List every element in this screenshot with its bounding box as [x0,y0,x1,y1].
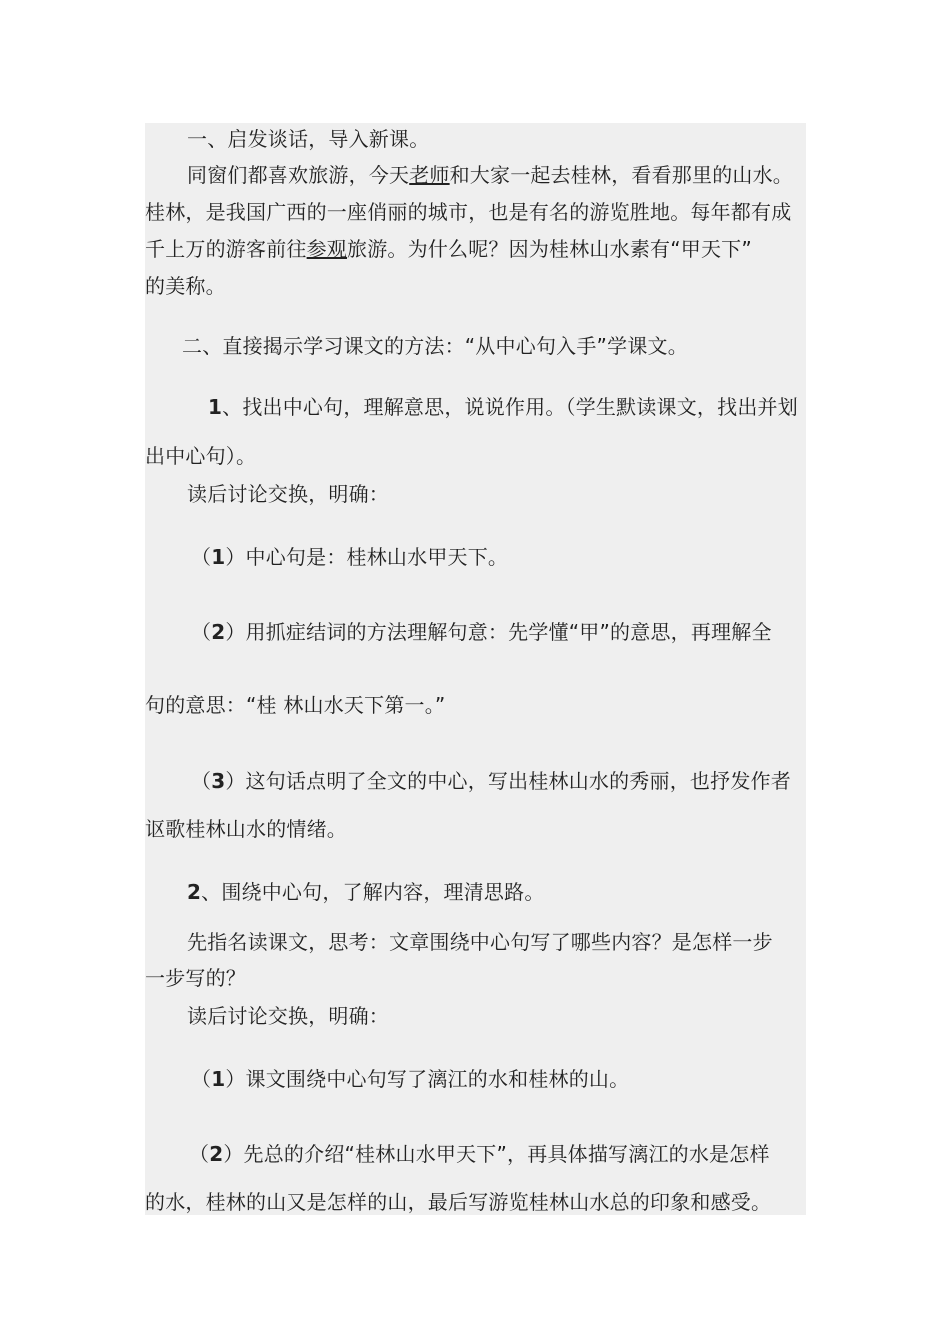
paragraph-line: 讴歌桂林山水的情绪。 [145,817,347,841]
paragraph-line: 千上万的游客前往参观旅游。为什么呢？因为桂林山水素有“甲天下” [145,237,752,261]
link-visit[interactable]: 参观 [306,237,348,261]
paragraph-line: 出中心句）。 [145,444,257,468]
discussion-line: 读后讨论交换，明确： [187,482,389,506]
list-item: （2）先总的介绍“桂林山水甲天下”，再具体描写漓江的水是怎样 [189,1142,770,1166]
list-item: （3）这句话点明了全文的中心，写出桂林山水的秀丽，也抒发作者 [191,769,791,793]
paragraph-line: 一步写的？ [145,966,246,990]
paragraph-line: 的水，桂林的山又是怎样的山，最后写游览桂林山水总的印象和感受。 [145,1190,772,1214]
section-heading-2: 二、直接揭示学习课文的方法：“从中心句入手”学课文。 [182,334,688,358]
section-heading-1: 一、启发谈话，导入新课。 [187,127,430,151]
paragraph-line: 桂林，是我国广西的一座俏丽的城市，也是有名的游览胜地。每年都有成 [145,200,792,224]
list-item: （1）课文围绕中心句写了漓江的水和桂林的山。 [191,1067,630,1091]
step-1-heading: 1、找出中心句，理解意思，说说作用。（学生默读课文，找出并划 [208,395,798,419]
paragraph-line: 句的意思：“桂 林山水天下第一。” [145,693,446,717]
paragraph-line: 先指名读课文，思考：文章围绕中心句写了哪些内容？是怎样一步 [187,930,773,954]
paragraph-line: 同窗们都喜欢旅游，今天老师和大家一起去桂林，看看那里的山水。 [187,163,794,187]
link-teacher[interactable]: 老师 [409,163,450,187]
discussion-line: 读后讨论交换，明确： [187,1004,389,1028]
step-2-heading: 2、围绕中心句，了解内容，理清思路。 [187,880,545,904]
list-item: （1）中心句是：桂林山水甲天下。 [191,545,509,569]
list-item: （2）用抓症结词的方法理解句意：先学懂“甲”的意思，再理解全 [191,620,772,644]
text-block [145,123,806,1215]
paragraph-line: 的美称。 [145,274,226,298]
